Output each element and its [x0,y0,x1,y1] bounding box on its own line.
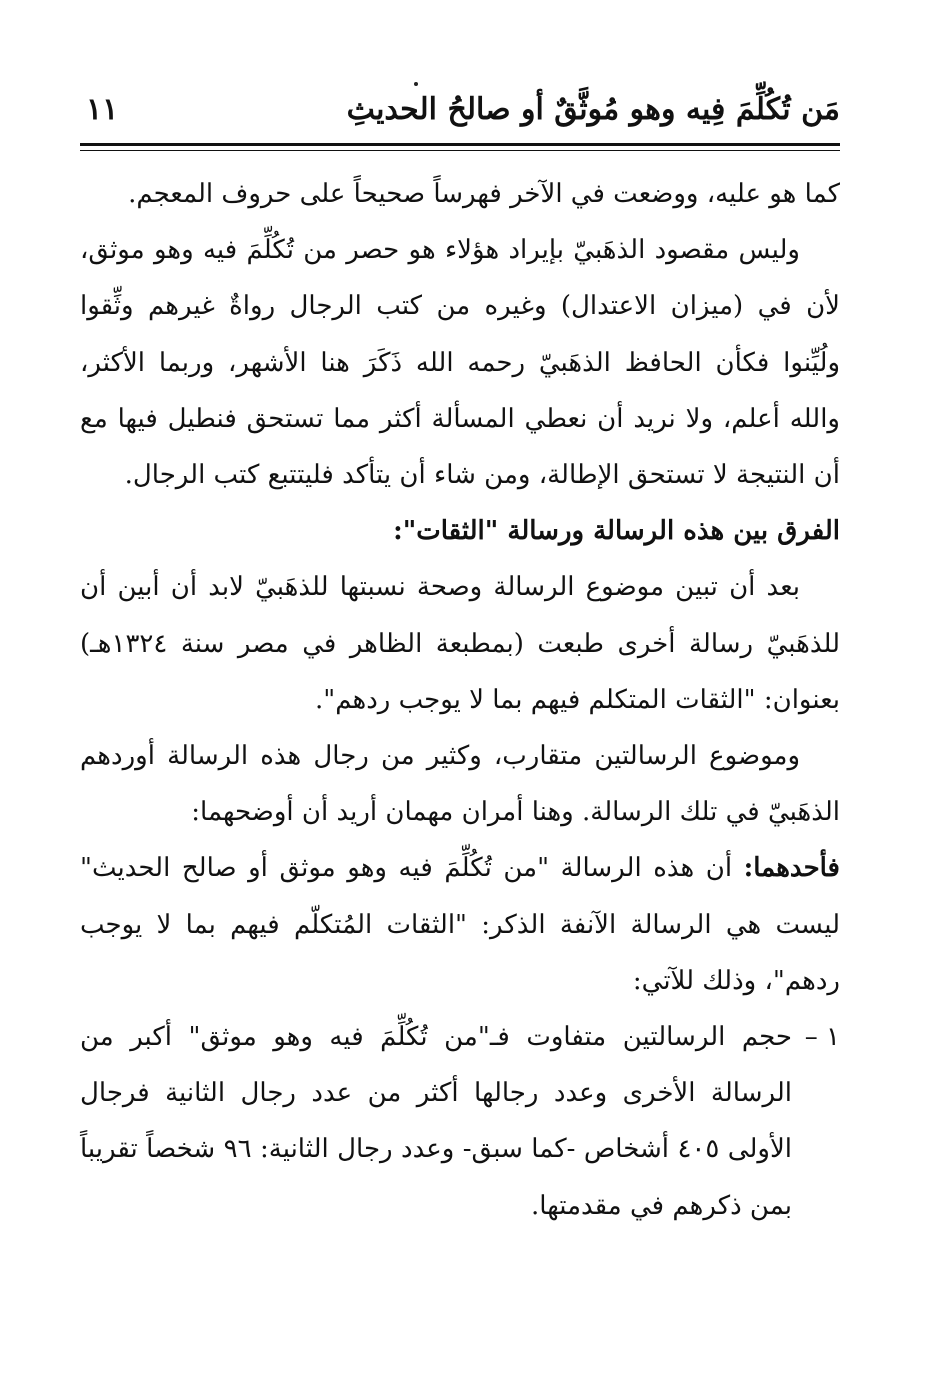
page-number: ١١ [86,92,119,127]
body-text [80,166,840,1234]
running-title: مَن تُكُلِّمَ فِيه وهو مُوثَّقٌ أو صالحُ الحديثِ [346,92,840,127]
paragraph-1: كما هو عليه، ووضعت في الآخر فهرساً صحيحاً على حروف المعجم. [128,179,840,209]
paragraph-5-lead: فأحدهما: [743,853,840,884]
list-item-number: ١ – [804,1022,840,1053]
paragraph-3: بعد أن تبين موضوع الرسالة وصحة نسبتها للذهَبيّ لابد أن أبين أن للذهَبيّ رسالة أخرى طبعت (بمطبعة الظاهر في مصر سنة ١٣٢٤هـ) بعنوان: "الثقات المتكلم فيهم بما لا يوجب ردهم". [80,572,840,715]
paragraph-5 [80,840,840,1009]
paragraph-4: وموضوع الرسالتين متقارب، وكثير من رجال هذه الرسالة أوردهم الذهَبيّ في تلك الرسالة. وهنا أمران مهمان أريد أن أوضحهما: [80,741,840,828]
header-rule-thin [80,150,840,151]
header-rule-thick [80,143,840,146]
paragraph-2: وليس مقصود الذهَبيّ بإيراد هؤلاء هو حصر من تُكُلِّمَ فيه وهو موثق، لأن في (ميزان الاعتدال) وغيره من كتب الرجال رواةٌ غيرهم وثِّقوا ولُيِّنوا فكأن الحافظ الذهَبيّ رحمه الله ذَكَرَ هنا الأشهر، وربما الأكثر، والله أعلم، ولا نريد أن نعطي المسألة أكثر مما تستحق فنطيل فيها مع أن النتيجة لا تستحق الإطالة، ومن شاء أن يتأكد فليتتبع كتب الرجال. [80,235,840,491]
ink-speck [414,82,418,86]
list-item-text: حجم الرسالتين متفاوت فـ"من تُكُلِّمَ فيه وهو موثق" أكبر من الرسالة الأخرى وعدد رجالها أكثر من عدد رجال الثانية فرجال الأولى ٤٠٥ أشخاص -كما سبق- وعدد رجال الثانية: ٩٦ شخصاً تقريباً بمن ذكرهم في مقدمتها. [80,1022,792,1221]
page-header [80,88,840,138]
paragraph-5-text: أن هذه الرسالة "من تُكُلِّمَ فيه وهو موثق أو صالح الحديث" ليست هي الرسالة الآنفة الذكر: "الثقات المُتكلّم فيهم بما لا يوجب ردهم"، وذلك للآتي: [80,853,840,996]
section-heading: الفرق بين هذه الرسالة ورسالة "الثقات": [393,516,840,547]
list-item [80,1009,840,1234]
